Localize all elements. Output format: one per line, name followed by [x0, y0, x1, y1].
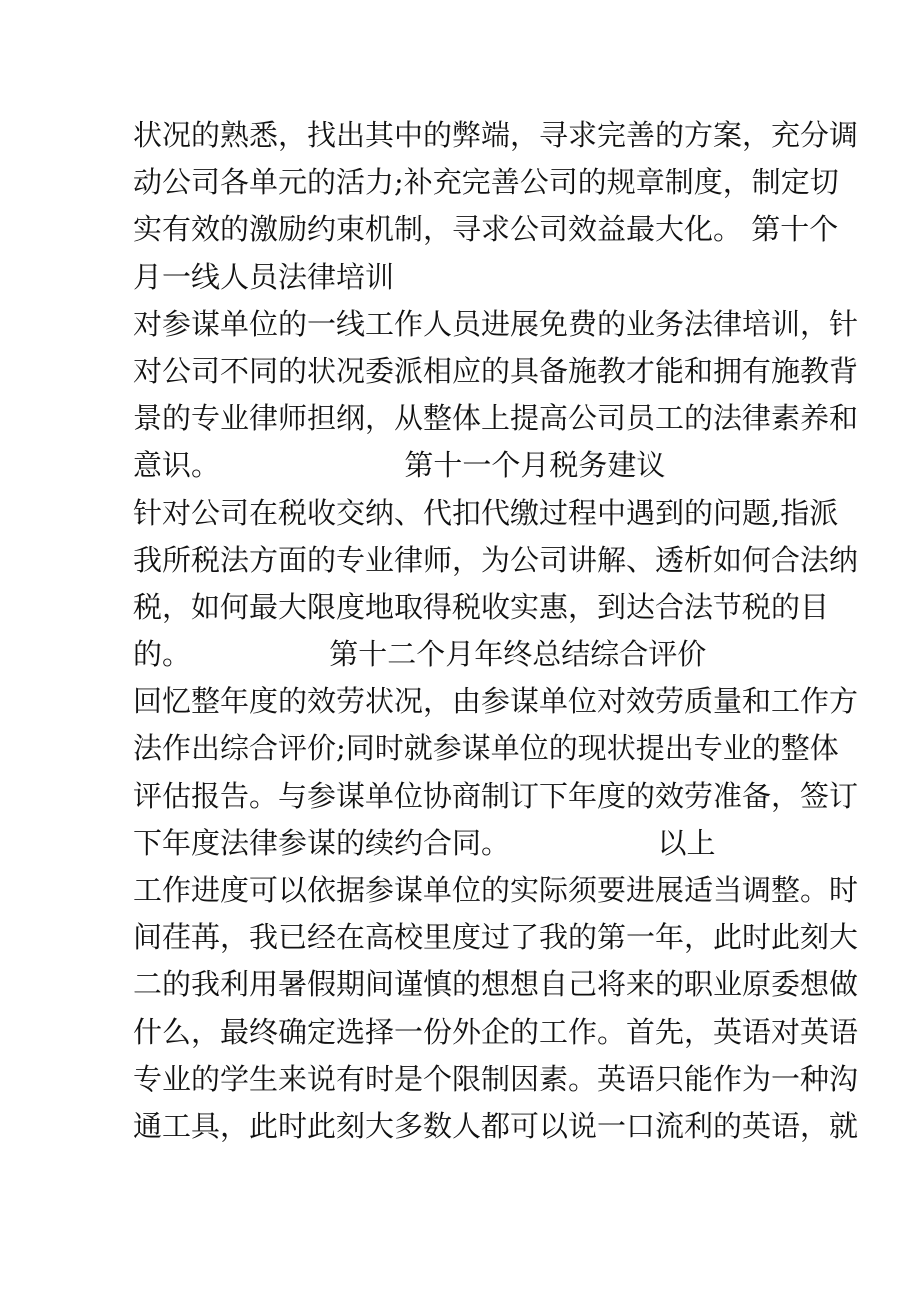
text-line: 状况的熟悉，找出其中的弊端，寻求完善的方案，充分调 [133, 118, 859, 152]
text-line: 评估报告。与参谋单位协商制订下年度的效劳准备，签订 [133, 778, 859, 813]
text-line: 通工具，此时此刻大多数人都可以说一口流利的英语，就 [133, 1108, 859, 1143]
text-line: 景的专业律师担纲，从整体上提高公司员工的法律素养和 [133, 401, 859, 436]
text-line: 工作进度可以依据参谋单位的实际须要进展适当调整。时 [133, 873, 859, 907]
text-line: 动公司各单元的活力;补充完善公司的规章制度，制定切 [133, 165, 839, 200]
text-line: 间荏苒，我已经在高校里度过了我的第一年，此时此刻大 [133, 920, 859, 955]
text-line: 什么，最终确定选择一份外企的工作。首先，英语对英语 [133, 1014, 859, 1049]
text-line: 对参谋单位的一线工作人员进展免费的业务法律培训，针 [133, 306, 859, 341]
text-line: 的。 第十二个月年终总结综合评价 [133, 637, 707, 672]
text-line: 我所税法方面的专业律师，为公司讲解、透析如何合法纳 [133, 542, 859, 577]
text-line: 针对公司在税收交纳、代扣代缴过程中遇到的问题,指派 [133, 495, 839, 530]
text-line: 意识。 第十一个月税务建议 [133, 448, 666, 483]
text-line: 专业的学生来说有时是个限制因素。英语只能作为一种沟 [133, 1061, 859, 1096]
text-line: 税，如何最大限度地取得税收实惠，到达合法节税的目 [133, 589, 830, 624]
text-line: 法作出综合评价;同时就参谋单位的现状提出专业的整体 [133, 731, 839, 766]
body-text [133, 112, 859, 1150]
text-line: 月一线人员法律培训 [133, 259, 395, 294]
text-line: 对公司不同的状况委派相应的具备施教才能和拥有施教背 [133, 353, 859, 388]
text-line: 下年度法律参谋的续约合同。 以上 [133, 825, 716, 860]
text-line: 回忆整年度的效劳状况，由参谋单位对效劳质量和工作方 [133, 684, 859, 719]
text-line: 实有效的激励约束机制，寻求公司效益最大化。 第十个 [133, 212, 839, 247]
text-line: 二的我利用暑假期间谨慎的想想自己将来的职业原委想做 [133, 967, 859, 1002]
